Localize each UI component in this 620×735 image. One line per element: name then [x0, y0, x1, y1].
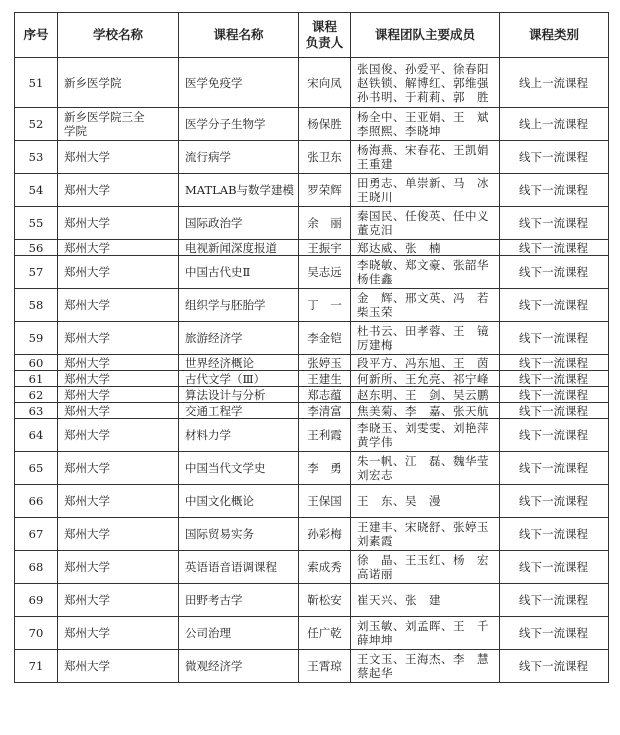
cell-school: 郑州大学	[58, 174, 179, 207]
cell-course: 中国古代史Ⅱ	[179, 256, 299, 289]
cell-course: 旅游经济学	[179, 322, 299, 355]
table-row	[15, 108, 609, 141]
cell-type: 线下一流课程	[500, 650, 609, 683]
cell-leader: 罗荣辉	[299, 174, 351, 207]
cell-no: 51	[15, 58, 58, 108]
cell-team: 焦美菊、李 嘉、张天航	[351, 403, 500, 419]
cell-team: 王建丰、宋晓舒、张婷玉 刘素霞	[351, 518, 500, 551]
cell-course: 算法设计与分析	[179, 387, 299, 403]
cell-course: 中国文化概论	[179, 485, 299, 518]
table-row	[15, 355, 609, 371]
cell-no: 71	[15, 650, 58, 683]
cell-team: 段平方、冯东旭、王 茵	[351, 355, 500, 371]
cell-school: 郑州大学	[58, 322, 179, 355]
cell-no: 69	[15, 584, 58, 617]
cell-school: 郑州大学	[58, 584, 179, 617]
cell-leader: 李金铠	[299, 322, 351, 355]
cell-type: 线下一流课程	[500, 240, 609, 256]
table-row	[15, 174, 609, 207]
table-row	[15, 371, 609, 387]
table-row	[15, 240, 609, 256]
cell-type: 线下一流课程	[500, 452, 609, 485]
table-row	[15, 141, 609, 174]
table-row	[15, 485, 609, 518]
cell-no: 64	[15, 419, 58, 452]
cell-no: 52	[15, 108, 58, 141]
cell-school: 郑州大学	[58, 240, 179, 256]
cell-school: 郑州大学	[58, 617, 179, 650]
cell-course: 古代文学（Ⅲ）	[179, 371, 299, 387]
cell-type: 线上一流课程	[500, 58, 609, 108]
cell-school: 郑州大学	[58, 387, 179, 403]
cell-team: 杨海燕、宋春花、王凯娟 王重建	[351, 141, 500, 174]
header-no: 序号	[15, 13, 58, 58]
cell-no: 67	[15, 518, 58, 551]
cell-no: 66	[15, 485, 58, 518]
cell-no: 57	[15, 256, 58, 289]
cell-no: 68	[15, 551, 58, 584]
header-school: 学校名称	[58, 13, 179, 58]
cell-course: 组织学与胚胎学	[179, 289, 299, 322]
cell-school: 郑州大学	[58, 485, 179, 518]
cell-school: 郑州大学	[58, 371, 179, 387]
cell-type: 线下一流课程	[500, 174, 609, 207]
cell-team: 李晓玉、刘雯雯、刘艳萍 黄学伟	[351, 419, 500, 452]
header-team: 课程团队主要成员	[351, 13, 500, 58]
table-row	[15, 207, 609, 240]
cell-school: 郑州大学	[58, 256, 179, 289]
cell-no: 65	[15, 452, 58, 485]
cell-no: 70	[15, 617, 58, 650]
cell-school: 新乡医学院	[58, 58, 179, 108]
cell-type: 线下一流课程	[500, 371, 609, 387]
cell-no: 55	[15, 207, 58, 240]
table-row	[15, 617, 609, 650]
cell-type: 线下一流课程	[500, 289, 609, 322]
cell-type: 线上一流课程	[500, 108, 609, 141]
cell-leader: 李 勇	[299, 452, 351, 485]
cell-team: 赵东明、王 剑、吴云鹏	[351, 387, 500, 403]
cell-school: 郑州大学	[58, 141, 179, 174]
cell-course: 英语语音语调课程	[179, 551, 299, 584]
cell-leader: 郑志蕴	[299, 387, 351, 403]
cell-school: 郑州大学	[58, 355, 179, 371]
header-leader: 课程 负责人	[299, 13, 351, 58]
cell-team: 何新所、王允亮、祁宁峰	[351, 371, 500, 387]
cell-no: 61	[15, 371, 58, 387]
cell-no: 54	[15, 174, 58, 207]
cell-course: 医学分子生物学	[179, 108, 299, 141]
cell-course: 世界经济概论	[179, 355, 299, 371]
cell-course: 中国当代文学史	[179, 452, 299, 485]
cell-type: 线下一流课程	[500, 322, 609, 355]
cell-team: 李晓敏、郑文豪、张韶华 杨佳鑫	[351, 256, 500, 289]
table-row	[15, 551, 609, 584]
cell-type: 线下一流课程	[500, 256, 609, 289]
cell-team: 郑达威、张 楠	[351, 240, 500, 256]
cell-team: 秦国民、任俊英、任中义 董克汨	[351, 207, 500, 240]
cell-leader: 丁 一	[299, 289, 351, 322]
cell-team: 田勇志、单崇新、马 冰 王晓川	[351, 174, 500, 207]
cell-school: 郑州大学	[58, 650, 179, 683]
cell-school: 郑州大学	[58, 289, 179, 322]
cell-team: 张国俊、孙爱平、徐春阳 赵铁锁、解博红、郭维强 孙书明、于莉莉、郭 胜	[351, 58, 500, 108]
cell-type: 线下一流课程	[500, 485, 609, 518]
cell-course: 田野考古学	[179, 584, 299, 617]
cell-type: 线下一流课程	[500, 551, 609, 584]
cell-no: 60	[15, 355, 58, 371]
cell-type: 线下一流课程	[500, 617, 609, 650]
cell-type: 线下一流课程	[500, 403, 609, 419]
cell-leader: 王振宇	[299, 240, 351, 256]
cell-team: 金 辉、邢文英、冯 若 柴玉荣	[351, 289, 500, 322]
header-type: 课程类别	[500, 13, 609, 58]
cell-course: MATLAB与数学建模	[179, 174, 299, 207]
cell-leader: 宋向凤	[299, 58, 351, 108]
header-course: 课程名称	[179, 13, 299, 58]
cell-no: 53	[15, 141, 58, 174]
cell-school: 郑州大学	[58, 419, 179, 452]
cell-school: 郑州大学	[58, 403, 179, 419]
cell-course: 流行病学	[179, 141, 299, 174]
cell-no: 62	[15, 387, 58, 403]
table-row	[15, 403, 609, 419]
cell-school: 郑州大学	[58, 452, 179, 485]
table-row	[15, 322, 609, 355]
cell-team: 崔天兴、张 建	[351, 584, 500, 617]
cell-no: 56	[15, 240, 58, 256]
cell-leader: 王建生	[299, 371, 351, 387]
cell-type: 线下一流课程	[500, 355, 609, 371]
cell-leader: 索成秀	[299, 551, 351, 584]
table-row	[15, 650, 609, 683]
cell-no: 58	[15, 289, 58, 322]
table-row	[15, 419, 609, 452]
cell-team: 王 东、吴 漫	[351, 485, 500, 518]
cell-leader: 任广乾	[299, 617, 351, 650]
table-row	[15, 289, 609, 322]
course-list-table	[14, 12, 609, 683]
table-row	[15, 452, 609, 485]
cell-course: 电视新闻深度报道	[179, 240, 299, 256]
cell-team: 杜书云、田孝蓉、王 镜 厉建梅	[351, 322, 500, 355]
cell-course: 材料力学	[179, 419, 299, 452]
cell-leader: 王霄琼	[299, 650, 351, 683]
cell-school: 郑州大学	[58, 551, 179, 584]
cell-course: 国际政治学	[179, 207, 299, 240]
cell-leader: 吴志远	[299, 256, 351, 289]
cell-leader: 李清富	[299, 403, 351, 419]
cell-no: 63	[15, 403, 58, 419]
cell-type: 线下一流课程	[500, 207, 609, 240]
cell-team: 杨全中、王亚娟、王 斌 李照熙、李晓坤	[351, 108, 500, 141]
table-row	[15, 518, 609, 551]
cell-leader: 杨保胜	[299, 108, 351, 141]
cell-team: 刘玉敏、刘孟晖、王 千 薛坤坤	[351, 617, 500, 650]
table-row	[15, 58, 609, 108]
cell-school: 郑州大学	[58, 207, 179, 240]
table-row	[15, 387, 609, 403]
cell-no: 59	[15, 322, 58, 355]
cell-type: 线下一流课程	[500, 141, 609, 174]
cell-team: 王文玉、王海杰、李 慧 蔡起华	[351, 650, 500, 683]
cell-school: 新乡医学院三全 学院	[58, 108, 179, 141]
cell-leader: 张婷玉	[299, 355, 351, 371]
cell-leader: 王利霞	[299, 419, 351, 452]
cell-leader: 余 丽	[299, 207, 351, 240]
cell-course: 医学免疫学	[179, 58, 299, 108]
table-row	[15, 256, 609, 289]
cell-leader: 张卫东	[299, 141, 351, 174]
cell-team: 徐 晶、王玉红、杨 宏 高诺丽	[351, 551, 500, 584]
cell-type: 线下一流课程	[500, 584, 609, 617]
cell-leader: 王保国	[299, 485, 351, 518]
cell-course: 公司治理	[179, 617, 299, 650]
table-header-row	[15, 13, 609, 58]
cell-type: 线下一流课程	[500, 518, 609, 551]
cell-team: 朱一帆、江 磊、魏华莹 刘宏志	[351, 452, 500, 485]
cell-course: 交通工程学	[179, 403, 299, 419]
cell-course: 微观经济学	[179, 650, 299, 683]
cell-leader: 靳松安	[299, 584, 351, 617]
cell-type: 线下一流课程	[500, 387, 609, 403]
cell-school: 郑州大学	[58, 518, 179, 551]
cell-course: 国际贸易实务	[179, 518, 299, 551]
cell-leader: 孙彩梅	[299, 518, 351, 551]
table-row	[15, 584, 609, 617]
cell-type: 线下一流课程	[500, 419, 609, 452]
